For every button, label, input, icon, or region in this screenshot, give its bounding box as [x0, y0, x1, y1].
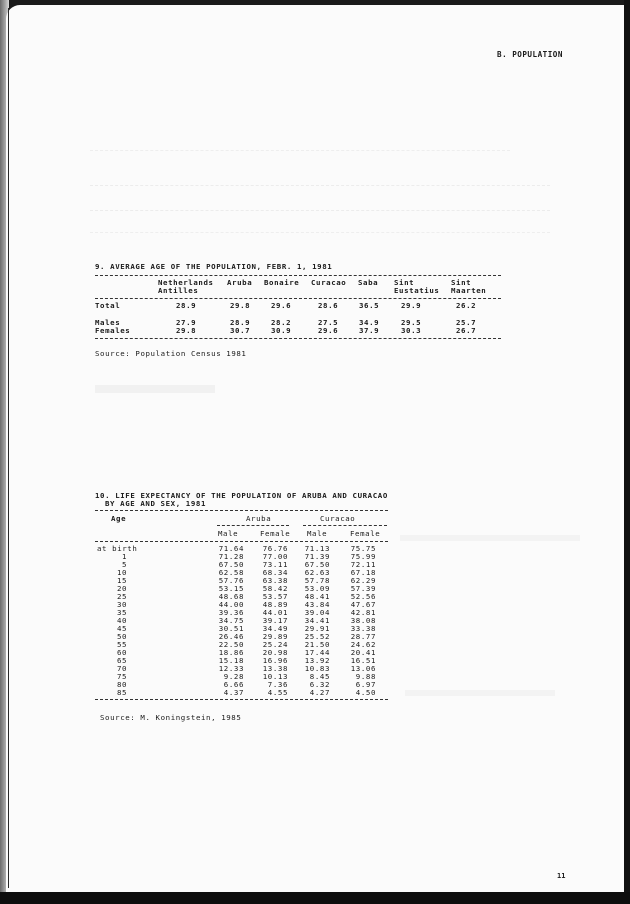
cell: 30.7 [230, 326, 251, 335]
cell: 39.36 [218, 608, 244, 617]
document-page [6, 5, 624, 892]
cell: 10.83 [304, 664, 330, 673]
cell: 34.49 [262, 624, 288, 633]
cell: 75.99 [350, 552, 376, 561]
cell: 20.41 [350, 648, 376, 657]
cell: 37.9 [359, 326, 380, 335]
cell: 29.89 [262, 632, 288, 641]
section-header: B. POPULATION [497, 50, 563, 59]
subheader: Female [350, 529, 381, 538]
rule [95, 510, 388, 511]
cell: 6.32 [309, 680, 330, 689]
cell: 72.11 [350, 560, 376, 569]
column-header: Eustatius [394, 286, 440, 295]
group-header-aruba: Aruba [246, 514, 272, 523]
cell: 71.64 [218, 544, 244, 553]
cell: 42.81 [350, 608, 376, 617]
scan-bottom-edge [0, 892, 630, 904]
cell: 48.41 [304, 592, 330, 601]
cell: 75.75 [350, 544, 376, 553]
row-label: Total [95, 301, 121, 310]
rule [95, 699, 388, 700]
cell: 16.96 [262, 656, 288, 665]
column-header: Sint [394, 278, 415, 287]
cell: 57.76 [218, 576, 244, 585]
rule [217, 525, 289, 526]
cell: 10.13 [262, 672, 288, 681]
cell: 8.45 [309, 672, 330, 681]
cell: 26.2 [456, 301, 477, 310]
cell: 44.00 [218, 600, 244, 609]
cell: 30.9 [271, 326, 292, 335]
group-header-curacao: Curacao [320, 514, 356, 523]
rule [303, 525, 387, 526]
cell: 58.42 [262, 584, 288, 593]
age-cell: 85 [117, 688, 128, 697]
cell: 43.84 [304, 600, 330, 609]
cell: 13.38 [262, 664, 288, 673]
cell: 15.18 [218, 656, 244, 665]
cell: 73.11 [262, 560, 288, 569]
cell: 27.9 [176, 318, 197, 327]
age-cell: 40 [117, 616, 128, 625]
cell: 53.09 [304, 584, 330, 593]
age-cell: 65 [117, 656, 128, 665]
cell: 29.91 [304, 624, 330, 633]
cell: 71.13 [304, 544, 330, 553]
cell: 28.9 [230, 318, 251, 327]
column-header: Bonaire [264, 278, 300, 287]
cell: 62.58 [218, 568, 244, 577]
age-cell: 35 [117, 608, 128, 617]
age-cell: 70 [117, 664, 128, 673]
age-cell: 1 [121, 552, 127, 561]
table-10-title: 10. LIFE EXPECTANCY OF THE POPULATION OF ARUBA AND CURACAO [95, 491, 388, 500]
cell: 57.78 [304, 576, 330, 585]
cell: 28.6 [318, 301, 339, 310]
row-label: Males [95, 318, 121, 327]
age-cell: 5 [121, 560, 127, 569]
cell: 48.89 [262, 600, 288, 609]
cell: 67.50 [304, 560, 330, 569]
cell: 67.50 [218, 560, 244, 569]
cell: 62.63 [304, 568, 330, 577]
cell: 44.01 [262, 608, 288, 617]
age-cell: 15 [117, 576, 128, 585]
age-cell: 60 [117, 648, 128, 657]
cell: 29.6 [271, 301, 292, 310]
cell: 4.55 [267, 688, 288, 697]
cell: 38.08 [350, 616, 376, 625]
rule [95, 275, 501, 276]
column-header: Maarten [451, 286, 487, 295]
subheader: Male [307, 529, 328, 538]
rule [95, 298, 501, 299]
age-cell: 30 [117, 600, 128, 609]
rule [95, 338, 501, 339]
cell: 26.7 [456, 326, 477, 335]
cell: 57.39 [350, 584, 376, 593]
cell: 67.18 [350, 568, 376, 577]
age-cell: 20 [117, 584, 128, 593]
page-number: 11 [557, 872, 566, 880]
cell: 12.33 [218, 664, 244, 673]
column-header: Curacao [311, 278, 347, 287]
cell: 76.76 [262, 544, 288, 553]
cell: 34.75 [218, 616, 244, 625]
cell: 24.62 [350, 640, 376, 649]
table-10-source: Source: M. Koningstein, 1985 [100, 713, 242, 722]
cell: 7.36 [267, 680, 288, 689]
cell: 29.5 [401, 318, 422, 327]
cell: 48.68 [218, 592, 244, 601]
cell: 4.27 [309, 688, 330, 697]
age-cell: 55 [117, 640, 128, 649]
cell: 20.98 [262, 648, 288, 657]
age-cell: 50 [117, 632, 128, 641]
cell: 39.04 [304, 608, 330, 617]
age-cell: 10 [117, 568, 128, 577]
age-cell: 25 [117, 592, 128, 601]
cell: 25.52 [304, 632, 330, 641]
row-label: Females [95, 326, 131, 335]
cell: 29.9 [401, 301, 422, 310]
age-cell: 80 [117, 680, 128, 689]
cell: 16.51 [350, 656, 376, 665]
cell: 26.46 [218, 632, 244, 641]
table-9-source: Source: Population Census 1981 [95, 349, 247, 358]
cell: 9.88 [355, 672, 376, 681]
cell: 18.86 [218, 648, 244, 657]
cell: 22.50 [218, 640, 244, 649]
cell: 21.50 [304, 640, 330, 649]
cell: 63.38 [262, 576, 288, 585]
table-10-title-line2: BY AGE AND SEX, 1981 [105, 499, 206, 508]
age-cell: 75 [117, 672, 128, 681]
cell: 29.8 [176, 326, 197, 335]
column-header: Sint [451, 278, 472, 287]
cell: 25.24 [262, 640, 288, 649]
rule [95, 541, 388, 542]
cell: 6.97 [355, 680, 376, 689]
subheader: Male [218, 529, 239, 538]
cell: 17.44 [304, 648, 330, 657]
cell: 36.5 [359, 301, 380, 310]
cell: 27.5 [318, 318, 339, 327]
column-header: Antilles [158, 286, 199, 295]
cell: 34.9 [359, 318, 380, 327]
cell: 68.34 [262, 568, 288, 577]
cell: 28.9 [176, 301, 197, 310]
scan-page-edge-line [8, 8, 9, 888]
cell: 53.15 [218, 584, 244, 593]
cell: 28.77 [350, 632, 376, 641]
cell: 71.39 [304, 552, 330, 561]
column-header: Aruba [227, 278, 253, 287]
cell: 13.06 [350, 664, 376, 673]
cell: 13.92 [304, 656, 330, 665]
cell: 33.38 [350, 624, 376, 633]
cell: 9.28 [223, 672, 244, 681]
age-header: Age [111, 514, 127, 523]
cell: 25.7 [456, 318, 477, 327]
cell: 30.51 [218, 624, 244, 633]
column-header: Saba [358, 278, 379, 287]
scan-right-edge [624, 0, 630, 904]
cell: 4.50 [355, 688, 376, 697]
cell: 52.56 [350, 592, 376, 601]
age-cell: 45 [117, 624, 128, 633]
column-header: Netherlands [158, 278, 214, 287]
cell: 29.6 [318, 326, 339, 335]
cell: 29.8 [230, 301, 251, 310]
cell: 28.2 [271, 318, 292, 327]
age-cell: at birth [97, 544, 138, 553]
cell: 53.57 [262, 592, 288, 601]
cell: 39.17 [262, 616, 288, 625]
cell: 77.00 [262, 552, 288, 561]
cell: 6.66 [223, 680, 244, 689]
cell: 34.41 [304, 616, 330, 625]
cell: 30.3 [401, 326, 422, 335]
cell: 47.67 [350, 600, 376, 609]
cell: 4.37 [223, 688, 244, 697]
cell: 62.29 [350, 576, 376, 585]
subheader: Female [260, 529, 291, 538]
cell: 71.28 [218, 552, 244, 561]
table-9-title: 9. AVERAGE AGE OF THE POPULATION, FEBR. 1, 1981 [95, 262, 333, 271]
